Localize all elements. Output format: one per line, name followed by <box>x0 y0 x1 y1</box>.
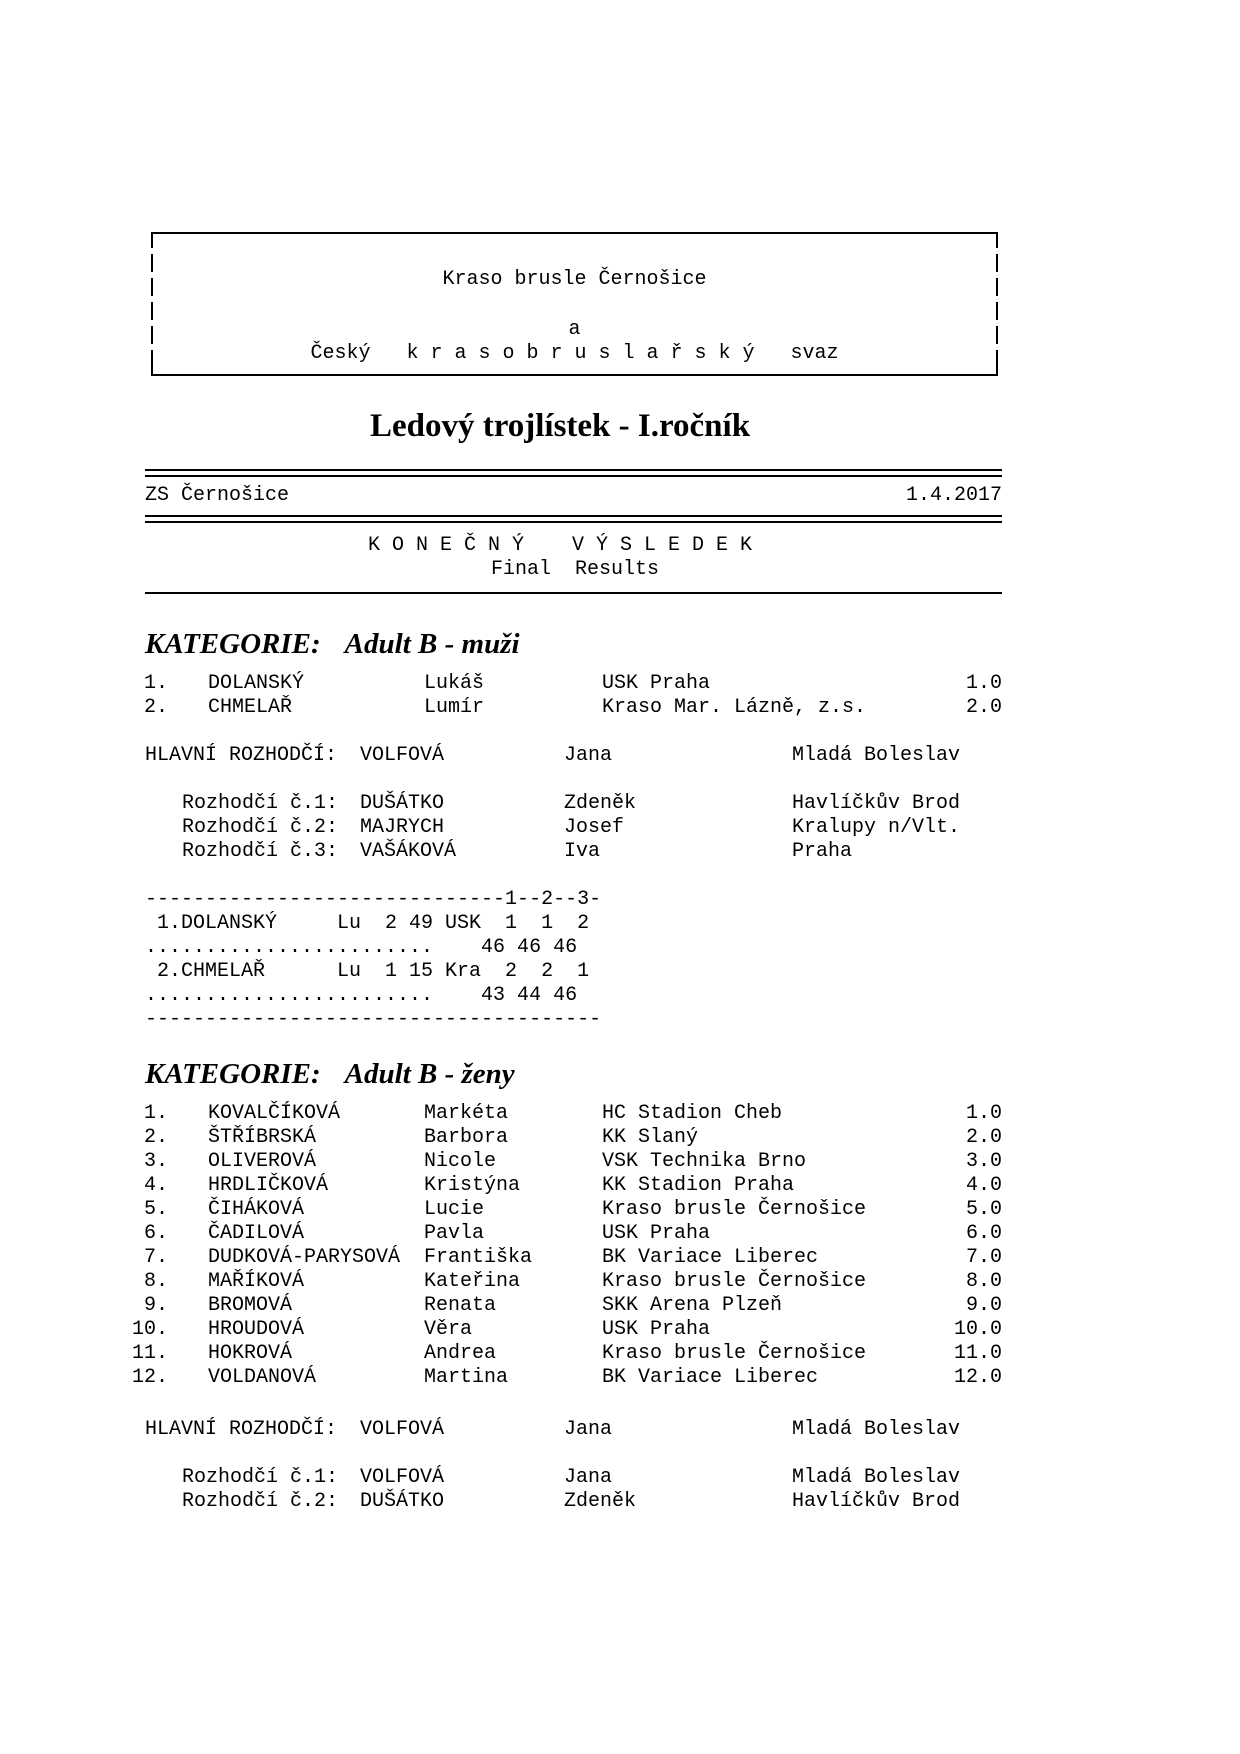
organizer-box <box>151 232 998 376</box>
divider <box>145 469 1002 471</box>
result-club: Kraso brusle Černošice <box>602 1270 867 1293</box>
category-heading <box>145 1058 515 1091</box>
results-title-cz: K O N E Č N Ý V Ý S L E D E K <box>367 534 753 557</box>
result-points: 5.0 <box>965 1198 1002 1221</box>
organizer-line-3: Český k r a s o b r u s l a ř s k ý svaz <box>310 342 839 365</box>
result-club: KK Slaný <box>602 1126 699 1149</box>
result-firstname: Renata <box>424 1294 497 1317</box>
organizer-line-1: Kraso brusle Černošice <box>442 268 707 291</box>
result-place: 2. <box>143 1126 168 1149</box>
results-title-en: Final Results <box>490 558 660 581</box>
result-firstname: Kateřina <box>424 1270 521 1293</box>
divider <box>145 592 1002 594</box>
result-surname: DUDKOVÁ-PARYSOVÁ <box>208 1246 401 1269</box>
result-place: 6. <box>143 1222 168 1245</box>
result-club: BK Variace Liberec <box>602 1366 819 1389</box>
result-points: 12.0 <box>953 1366 1002 1389</box>
result-club: VSK Technika Brno <box>602 1150 807 1173</box>
divider <box>145 521 1002 523</box>
result-surname: HOKROVÁ <box>208 1342 293 1365</box>
result-club: KK Stadion Praha <box>602 1174 795 1197</box>
score-line: ........................ 46 46 46 <box>145 936 578 959</box>
result-surname: VOLDANOVÁ <box>208 1366 317 1389</box>
result-place: 1. <box>143 1102 168 1125</box>
result-place: 11. <box>131 1342 168 1365</box>
result-points: 4.0 <box>965 1174 1002 1197</box>
result-points: 1.0 <box>965 1102 1002 1125</box>
divider <box>145 475 1002 477</box>
result-firstname: Martina <box>424 1366 509 1389</box>
result-place: 10. <box>131 1318 168 1341</box>
result-surname: KOVALČÍKOVÁ <box>208 1102 341 1125</box>
date: 1.4.2017 <box>905 484 1002 507</box>
result-points: 2.0 <box>965 1126 1002 1149</box>
result-surname: ŠTŘÍBRSKÁ <box>208 1126 317 1149</box>
result-club: SKK Arena Plzeň <box>602 1294 783 1317</box>
result-club: USK Praha <box>602 1222 711 1245</box>
score-table <box>145 888 601 1032</box>
result-points: 10.0 <box>953 1318 1002 1341</box>
result-points: 7.0 <box>965 1246 1002 1269</box>
result-points: 9.0 <box>965 1294 1002 1317</box>
result-surname: ČADILOVÁ <box>208 1222 305 1245</box>
result-place: 5. <box>143 1198 168 1221</box>
category-heading <box>145 628 520 661</box>
result-place: 12. <box>131 1366 168 1389</box>
result-place: 9. <box>143 1294 168 1317</box>
result-firstname: Nicole <box>424 1150 497 1173</box>
result-points: 3.0 <box>965 1150 1002 1173</box>
result-points: 8.0 <box>965 1270 1002 1293</box>
result-club: BK Variace Liberec <box>602 1246 819 1269</box>
result-firstname: Františka <box>424 1246 533 1269</box>
score-line: 2.CHMELAŘ Lu 1 15 Kra 2 2 1 <box>145 960 590 983</box>
result-surname: BROMOVÁ <box>208 1294 293 1317</box>
result-firstname: Pavla <box>424 1222 485 1245</box>
result-surname: OLIVEROVÁ <box>208 1150 317 1173</box>
result-club: HC Stadion Cheb <box>602 1102 783 1125</box>
score-line: ------------------------------1--2--3- <box>145 888 602 911</box>
score-line: ........................ 43 44 46 <box>145 984 578 1007</box>
category-label: KATEGORIE: <box>145 628 321 660</box>
result-surname: HROUDOVÁ <box>208 1318 305 1341</box>
result-firstname: Markéta <box>424 1102 509 1125</box>
divider <box>145 515 1002 517</box>
organizer-line-2: a <box>568 318 581 341</box>
result-firstname: Lucie <box>424 1198 485 1221</box>
result-surname: MAŘÍKOVÁ <box>208 1270 305 1293</box>
result-surname: ČIHÁKOVÁ <box>208 1198 305 1221</box>
result-place: 4. <box>143 1174 168 1197</box>
result-club: Kraso brusle Černošice <box>602 1198 867 1221</box>
category-name: Adult B - muži <box>344 628 520 660</box>
venue: ZS Černošice <box>145 484 290 507</box>
result-place: 7. <box>143 1246 168 1269</box>
score-line: -------------------------------------- <box>145 1008 602 1031</box>
result-place: 8. <box>143 1270 168 1293</box>
result-firstname: Věra <box>424 1318 473 1341</box>
category-name: Adult B - ženy <box>344 1058 515 1090</box>
result-place: 3. <box>143 1150 168 1173</box>
category-label: KATEGORIE: <box>145 1058 321 1090</box>
result-points: 6.0 <box>965 1222 1002 1245</box>
page-title: Ledový trojlístek - I.ročník <box>369 408 751 444</box>
result-surname: HRDLIČKOVÁ <box>208 1174 329 1197</box>
result-club: USK Praha <box>602 1318 711 1341</box>
result-club: Kraso brusle Černošice <box>602 1342 867 1365</box>
result-firstname: Kristýna <box>424 1174 521 1197</box>
result-firstname: Andrea <box>424 1342 497 1365</box>
score-line: 1.DOLANSKÝ Lu 2 49 USK 1 1 2 <box>145 912 590 935</box>
result-points: 11.0 <box>953 1342 1002 1365</box>
result-firstname: Barbora <box>424 1126 509 1149</box>
